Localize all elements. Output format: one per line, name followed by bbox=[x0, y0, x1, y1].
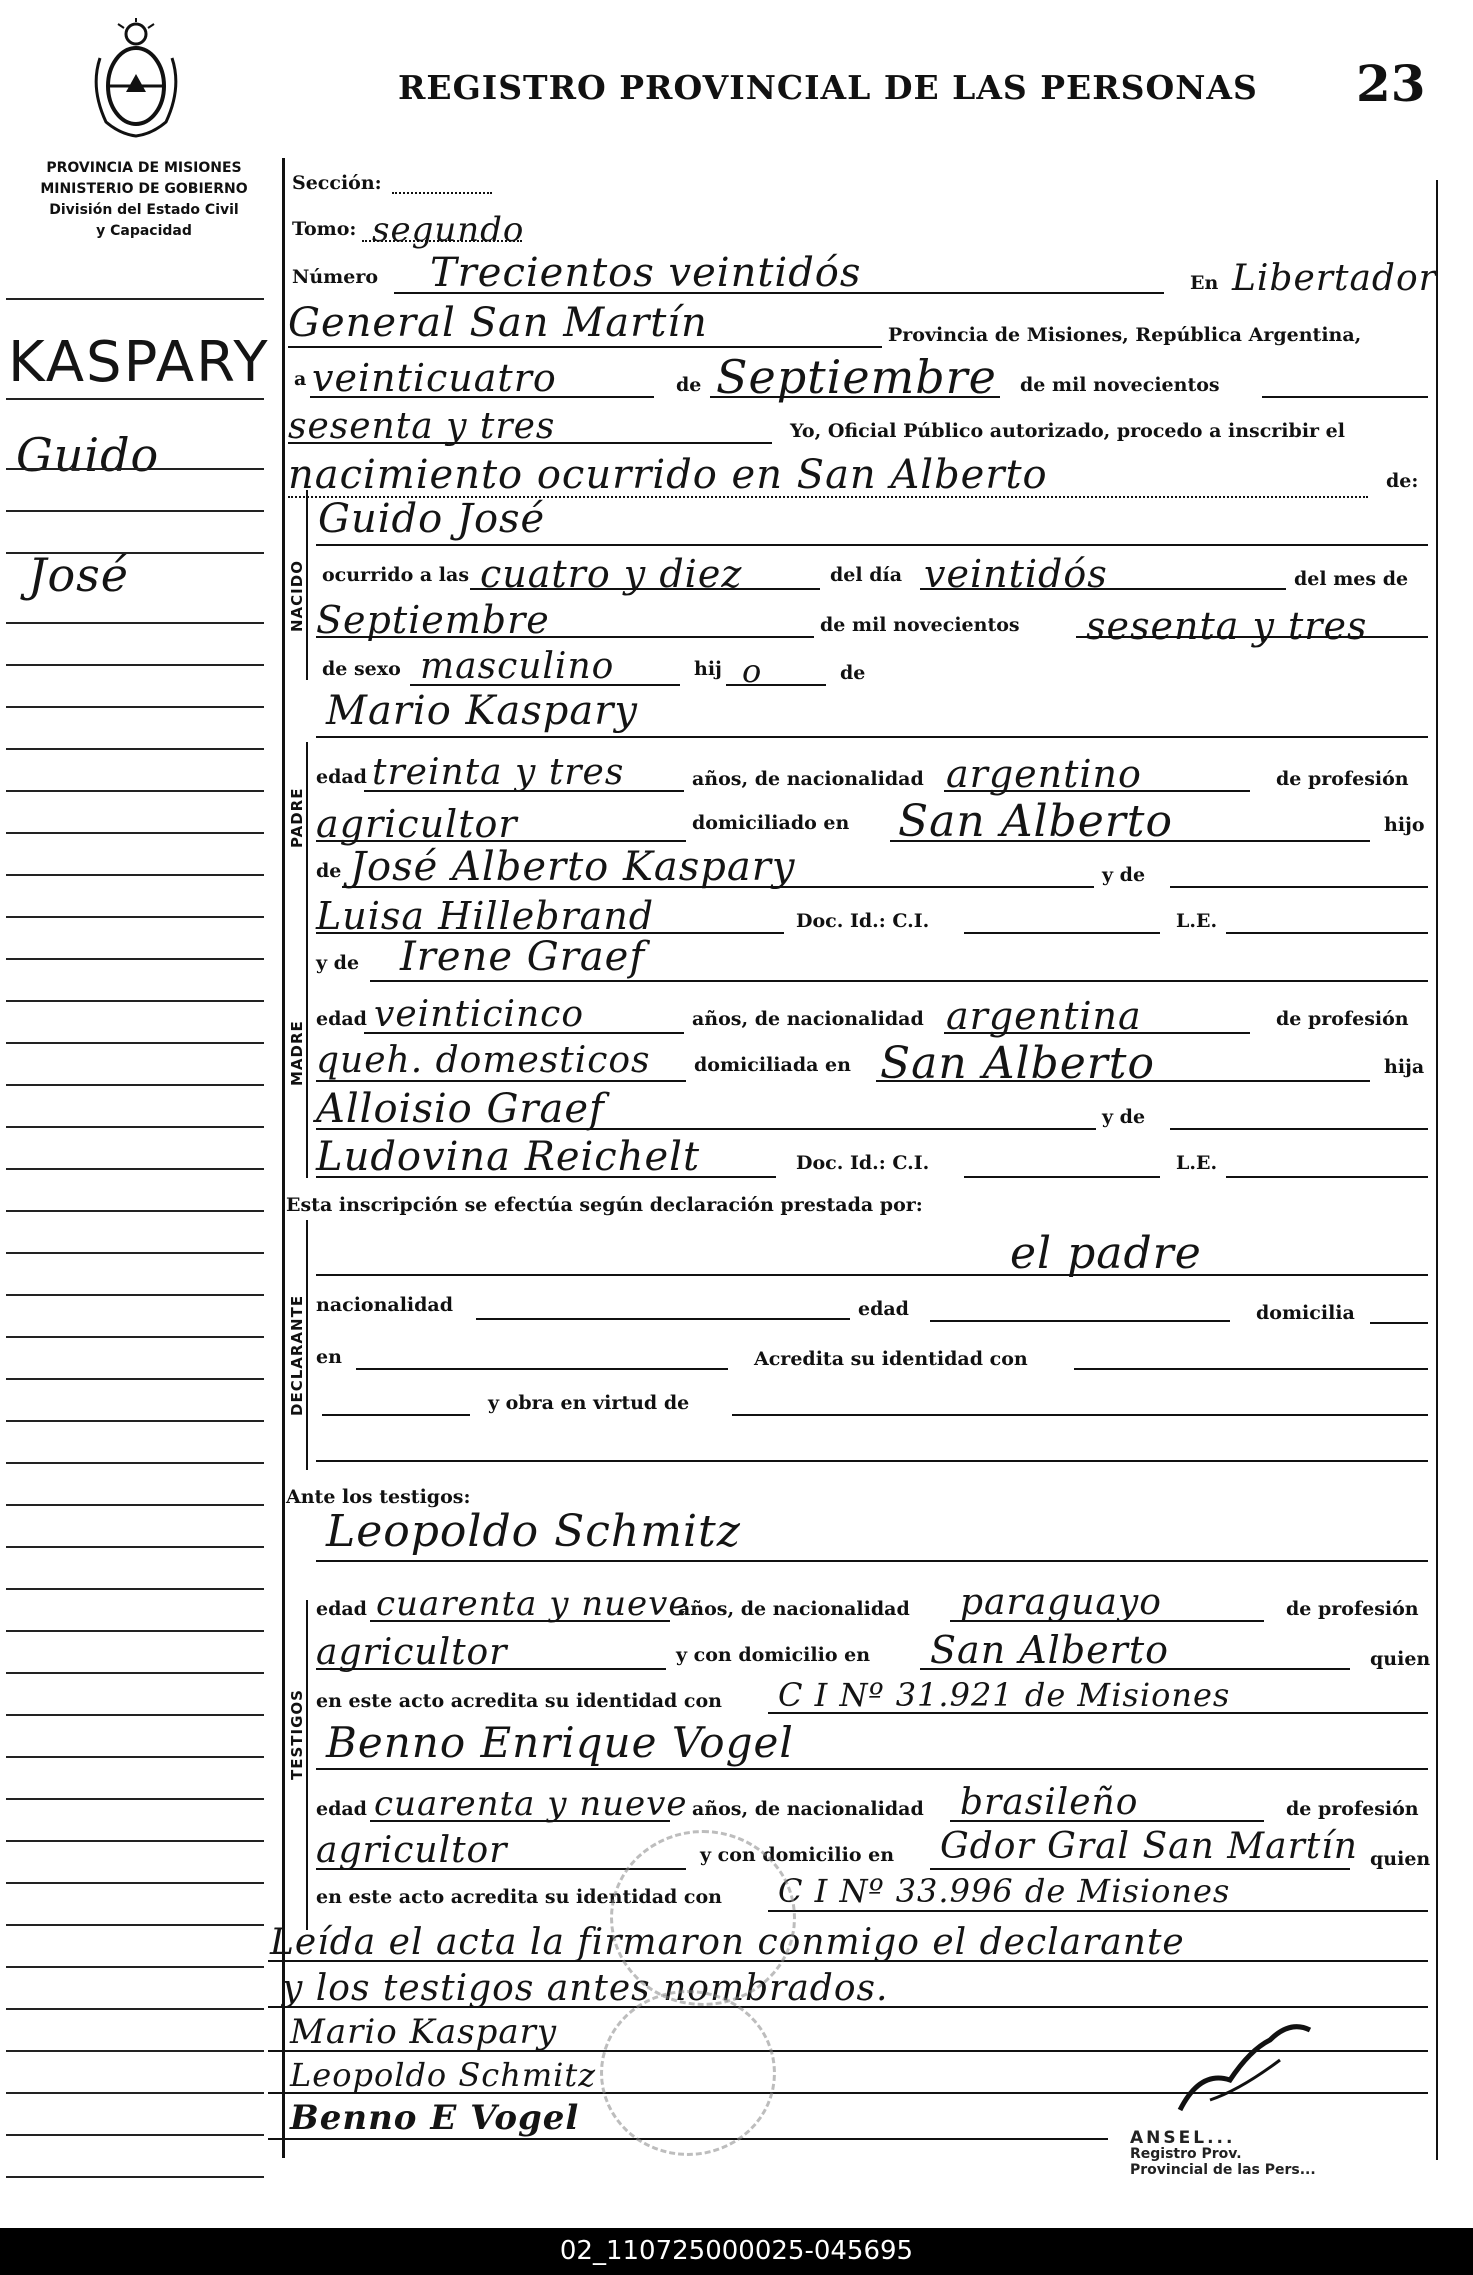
label-en-decl: en bbox=[316, 1346, 342, 1368]
label-madre-edad: edad bbox=[316, 1008, 367, 1030]
madre-nombre-value: Irene Graef bbox=[400, 934, 646, 980]
label-declaracion: Esta inscripción se efectúa según declaración prestada por: bbox=[286, 1194, 923, 1216]
label-t2-edad: edad bbox=[316, 1798, 367, 1820]
label-padre-anos: años, de nacionalidad bbox=[692, 768, 924, 790]
padre-madre-value: Luisa Hillebrand bbox=[316, 894, 655, 938]
label-del-mes: del mes de bbox=[1294, 568, 1409, 590]
en-value: Libertador bbox=[1232, 258, 1437, 299]
nombre-value: Guido José bbox=[318, 496, 546, 542]
label-y-de: y de bbox=[1102, 864, 1146, 886]
label-madre-anos: años, de nacionalidad bbox=[692, 1008, 924, 1030]
margin-second-name: José bbox=[28, 548, 129, 602]
t2-edad-value: cuarenta y nueve bbox=[374, 1784, 688, 1824]
numero-value: Trecientos veintidós bbox=[430, 250, 862, 296]
label-t2-anos: años, de nacionalidad bbox=[692, 1798, 924, 1820]
nacido-bracket bbox=[306, 490, 308, 680]
label-de-3: de bbox=[316, 860, 342, 882]
closing-line-2: y los testigos antes nombrados. bbox=[282, 1968, 889, 2009]
label-hija: hija bbox=[1384, 1056, 1425, 1078]
inscribe-value: nacimiento ocurrido en San Alberto bbox=[288, 452, 1048, 498]
stamp-line-3: Provincial de las Pers... bbox=[1130, 2162, 1316, 2178]
label-t1-anos: años, de nacionalidad bbox=[678, 1598, 910, 1620]
label-edad-decl: edad bbox=[858, 1298, 909, 1320]
label-t1-quien: quien bbox=[1370, 1648, 1431, 1670]
label-de-colon: de: bbox=[1386, 470, 1419, 492]
issuing-office bbox=[16, 158, 272, 242]
padre-dom-value: San Alberto bbox=[898, 796, 1173, 847]
t1-nac-value: paraguayo bbox=[960, 1582, 1162, 1623]
label-ante: Ante los testigos: bbox=[286, 1486, 471, 1508]
office-line-3: División del Estado Civil bbox=[49, 202, 239, 218]
label-de-2: de bbox=[840, 662, 866, 684]
mes-value: Septiembre bbox=[716, 350, 997, 404]
closing-line-1: Leída el acta la firmaron conmigo el declarante bbox=[270, 1922, 1185, 1963]
label-madre-prof: de profesión bbox=[1276, 1008, 1409, 1030]
mes-nac-value: Septiembre bbox=[316, 598, 550, 642]
label-en: En bbox=[1190, 272, 1219, 294]
padre-edad-value: treinta y tres bbox=[372, 752, 625, 793]
testigo2-value: Benno Enrique Vogel bbox=[326, 1718, 794, 1767]
label-ocurrido: ocurrido a las bbox=[322, 564, 470, 586]
label-t2-quien: quien bbox=[1370, 1848, 1431, 1870]
declarante-bracket bbox=[306, 1220, 308, 1470]
hij-suffix-value: o bbox=[742, 652, 763, 690]
label-hij: hij bbox=[694, 658, 722, 680]
sexo-value: masculino bbox=[420, 646, 615, 687]
label-t2-acto: en este acto acredita su identidad con bbox=[316, 1886, 722, 1908]
t1-id-value: C I Nº 31.921 de Misiones bbox=[778, 1676, 1231, 1714]
signature-testigo1: Leopoldo Schmitz bbox=[290, 2056, 597, 2094]
madre-dom-value: San Alberto bbox=[880, 1038, 1155, 1089]
t2-prof-value: agricultor bbox=[316, 1830, 508, 1871]
label-del-dia: del día bbox=[830, 564, 903, 586]
madre-madre-value: Ludovina Reichelt bbox=[316, 1134, 701, 1180]
label-y-de-2: y de bbox=[316, 952, 360, 974]
label-domiciliado: domiciliado en bbox=[692, 812, 850, 834]
section-declarante: DECLARANTE bbox=[288, 1294, 306, 1416]
section-nacido: NACIDO bbox=[288, 560, 306, 632]
label-sexo: de sexo bbox=[322, 658, 401, 680]
label-provincia: Provincia de Misiones, República Argentina, bbox=[888, 324, 1362, 346]
stamp-line-1: ANSEL... bbox=[1130, 2128, 1236, 2148]
label-doc-2: Doc. Id.: C.I. bbox=[796, 1152, 930, 1174]
label-numero: Número bbox=[292, 266, 379, 288]
signature-declarante: Mario Kaspary bbox=[290, 2012, 558, 2052]
label-le-2: L.E. bbox=[1176, 1152, 1218, 1174]
label-de-mil-2: de mil novecientos bbox=[820, 614, 1020, 636]
label-t1-acto: en este acto acredita su identidad con bbox=[316, 1690, 722, 1712]
label-y-de-3: y de bbox=[1102, 1106, 1146, 1128]
seal-stamp-lower-icon bbox=[600, 1990, 776, 2156]
label-t2-domicilio: y con domicilio en bbox=[700, 1844, 895, 1866]
lugar-value: General San Martín bbox=[288, 300, 708, 346]
label-obra: y obra en virtud de bbox=[488, 1392, 690, 1414]
t1-prof-value: agricultor bbox=[316, 1632, 508, 1673]
anio-nac-value: sesenta y tres bbox=[1086, 604, 1368, 648]
label-yo: Yo, Oficial Público autorizado, procedo a inscribir el bbox=[790, 420, 1345, 442]
label-padre-edad: edad bbox=[316, 766, 367, 788]
t1-dom-value: San Alberto bbox=[930, 1628, 1169, 1672]
margin-first-name: Guido bbox=[16, 428, 160, 482]
madre-bracket bbox=[306, 948, 308, 1178]
official-stamp-text bbox=[1130, 2130, 1430, 2178]
label-t1-domicilio: y con domicilio en bbox=[676, 1644, 871, 1666]
t2-nac-value: brasileño bbox=[960, 1782, 1139, 1823]
madre-padre-value: Alloisio Graef bbox=[316, 1086, 605, 1132]
section-testigos: TESTIGOS bbox=[288, 1689, 306, 1780]
hora-value: cuatro y diez bbox=[480, 552, 743, 596]
padre-nac-value: argentino bbox=[946, 752, 1142, 796]
madre-nac-value: argentina bbox=[946, 994, 1142, 1038]
label-de: de bbox=[676, 374, 702, 396]
section-madre: MADRE bbox=[288, 1020, 306, 1086]
label-tomo: Tomo: bbox=[292, 218, 357, 240]
madre-prof-value: queh. domesticos bbox=[316, 1040, 651, 1081]
label-domicilia: domicilia bbox=[1256, 1302, 1355, 1324]
label-de-mil: de mil novecientos bbox=[1020, 374, 1220, 396]
document-id-footer: 02_110725000025-045695 bbox=[0, 2228, 1473, 2275]
margin-surname: KASPARY bbox=[8, 330, 270, 395]
label-t1-edad: edad bbox=[316, 1598, 367, 1620]
dia-nac-value: veintidós bbox=[924, 552, 1108, 596]
tomo-value: segundo bbox=[372, 210, 525, 250]
label-doc-1: Doc. Id.: C.I. bbox=[796, 910, 930, 932]
form-left-border bbox=[282, 158, 285, 2158]
label-hijo: hijo bbox=[1384, 814, 1425, 836]
label-seccion: Sección: bbox=[292, 172, 382, 194]
t2-id-value: C I Nº 33.996 de Misiones bbox=[778, 1872, 1231, 1910]
office-line-4: y Capacidad bbox=[96, 223, 192, 239]
madre-edad-value: veinticinco bbox=[374, 994, 585, 1035]
testigo1-value: Leopoldo Schmitz bbox=[326, 1506, 741, 1557]
dia-value: veinticuatro bbox=[312, 356, 557, 400]
page-number: 23 bbox=[1356, 54, 1426, 113]
anio-value: sesenta y tres bbox=[288, 406, 556, 447]
registry-title: REGISTRO PROVINCIAL DE LAS PERSONAS bbox=[398, 68, 1258, 107]
label-domiciliada: domiciliada en bbox=[694, 1054, 851, 1076]
office-line-2: MINISTERIO DE GOBIERNO bbox=[40, 181, 248, 197]
office-line-1: PROVINCIA DE MISIONES bbox=[46, 160, 242, 176]
t1-edad-value: cuarenta y nueve bbox=[376, 1584, 690, 1624]
official-signature-icon bbox=[1170, 2010, 1320, 2120]
signature-testigo2: Benno E Vogel bbox=[290, 2098, 580, 2138]
coat-of-arms-icon bbox=[86, 18, 186, 138]
padre-nombre-value: Mario Kaspary bbox=[326, 688, 638, 734]
label-padre-prof: de profesión bbox=[1276, 768, 1409, 790]
section-padre: PADRE bbox=[288, 787, 306, 848]
padre-padre-value: José Alberto Kaspary bbox=[350, 844, 796, 890]
testigos-bracket bbox=[306, 1600, 308, 1930]
label-le-1: L.E. bbox=[1176, 910, 1218, 932]
label-acredita: Acredita su identidad con bbox=[754, 1348, 1028, 1370]
label-nacionalidad: nacionalidad bbox=[316, 1294, 454, 1316]
stamp-line-2: Registro Prov. bbox=[1130, 2146, 1242, 2162]
padre-prof-value: agricultor bbox=[316, 802, 518, 846]
padre-bracket bbox=[306, 742, 308, 962]
declarante-value: el padre bbox=[1010, 1228, 1202, 1279]
label-a: a bbox=[294, 368, 307, 390]
label-t2-prof: de profesión bbox=[1286, 1798, 1419, 1820]
label-t1-prof: de profesión bbox=[1286, 1598, 1419, 1620]
t2-dom-value: Gdor Gral San Martín bbox=[940, 1826, 1358, 1867]
seal-stamp-icon bbox=[610, 1830, 796, 2006]
form-right-border bbox=[1436, 180, 1438, 2160]
